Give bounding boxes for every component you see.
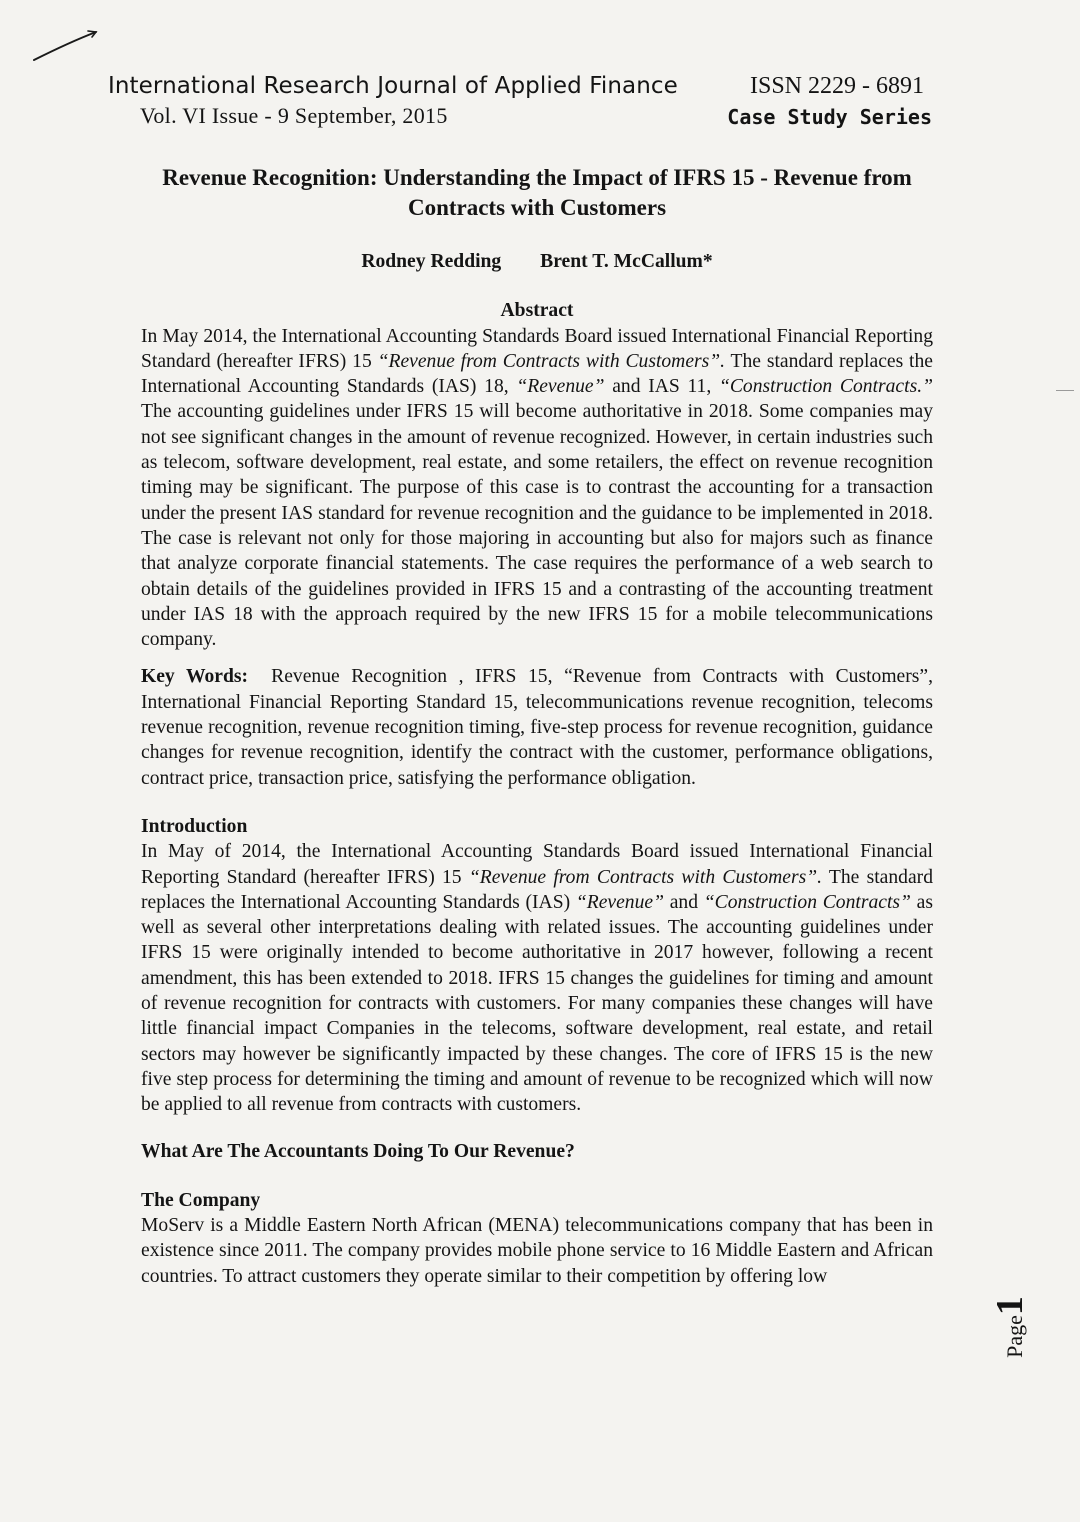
author-name: Rodney Redding (361, 251, 502, 272)
scan-edge-mark (1056, 390, 1074, 391)
abstract-text: and IAS 11, (604, 376, 719, 398)
volume-issue: Vol. VI Issue - 9 September, 2015 (140, 103, 448, 128)
intro-text: and (664, 891, 704, 913)
abstract-italic: “Construction Contracts.” (718, 376, 933, 398)
abstract-text: The accounting guidelines under IFRS 15 will become authoritative in 2018. Some companies may not see significant changes in the amount of revenue recognized. However, in certain industries such as telecom, software development, real estate, and some retailers, the effect on revenue recognition timing may be significant. The purpose of this case is to contrast the accounting for a transaction under the present IAS standard for revenue recognition and the guidance to be implemented in 2018. The case is relevant not only for those majoring in accounting but also for majors such as finance that analyze corporate financial statements. The case requires the performance of a web search to obtain details of the guidelines provided in IFRS 15 and a contrasting of the accounting treatment under IAS 18 with the approach required by the new IFRS 15 for a mobile telecommunications company. (141, 401, 933, 651)
article-title: Revenue Recognition: Understanding the Impact of IFRS 15 - Revenue from Contracts with Customers (162, 165, 912, 220)
abstract-paragraph (141, 324, 933, 653)
intro-italic: “Revenue” (575, 891, 664, 913)
abstract-italic: “Revenue” (516, 376, 605, 398)
introduction-heading: Introduction (141, 815, 248, 837)
issn: ISSN 2229 - 6891 (749, 73, 924, 99)
page-number: 1 (989, 1296, 1031, 1316)
keywords-paragraph (141, 664, 933, 790)
author-name: Brent T. McCallum* (540, 251, 713, 272)
pen-mark-icon (30, 28, 100, 64)
intro-text: The standard replaces the International Accounting Standards (IAS) (141, 866, 933, 913)
abstract-text: The standard replaces the International Accounting Standards (IAS) 18, (141, 350, 933, 398)
accountants-heading: What Are The Accountants Doing To Our Revenue? (141, 1140, 575, 1162)
page-label: Page (1002, 1315, 1027, 1358)
abstract-text: In May 2014, the International Accounting Standards Board issued International Financial Reporting Standard (hereafter IFRS) 15 (141, 325, 933, 372)
company-paragraph: MoServ is a Middle Eastern North African (MENA) telecommunications company that has been in existence since 2011. The company provides mobile phone service to 16 Middle Eastern and African countries. To attract customers they operate similar to their competition by offering low (141, 1215, 933, 1287)
intro-italic: “Revenue from Contracts with Customers”. (468, 866, 823, 888)
article-body (141, 163, 933, 1289)
keywords-text: Revenue Recognition , IFRS 15, “Revenue from Contracts with Customers”, International Financial Reporting Standard 15, telecommunications revenue recognition, telecoms revenue recognition, revenue recognition timing, five-step process for revenue recognition, guidance changes for revenue recognition, identify the contract with the customer, performance obligations, contract price, transaction price, satisfying the performance obligation. (141, 666, 933, 789)
intro-text: In May of 2014, the International Accounting Standards Board issued International Financial Reporting Standard (hereafter IFRS) 15 (141, 841, 933, 888)
intro-text: as well as several other interpretations dealing with related issues. The accounting guidelines under IFRS 15 were originally intended to become authoritative in 2017 however, following a recent amendment, this has been extended to 2018. IFRS 15 changes the guidelines for timing and amount of revenue recognition for contracts with customers. For many companies these changes will have little financial impact Companies in the telecoms, software development, real estate, and retail sectors may however be significantly impacted by these changes. The core of IFRS 15 is the new five step process for determining the timing and amount of revenue to be recognized which will now be applied to all revenue from contracts with customers. (141, 891, 933, 1116)
intro-italic: “Construction Contracts” (703, 891, 911, 913)
keywords-label: Key Words: (141, 666, 248, 688)
company-heading: The Company (141, 1189, 261, 1211)
abstract-heading: Abstract (500, 300, 574, 322)
page-number-marker (980, 1282, 1040, 1372)
author-list (141, 249, 933, 274)
abstract-italic: “Revenue from Contracts with Customers”. (377, 350, 726, 372)
introduction-paragraph (141, 839, 933, 1117)
series-label: Case Study Series (727, 105, 932, 129)
journal-name: International Research Journal of Applied Finance (108, 73, 678, 99)
